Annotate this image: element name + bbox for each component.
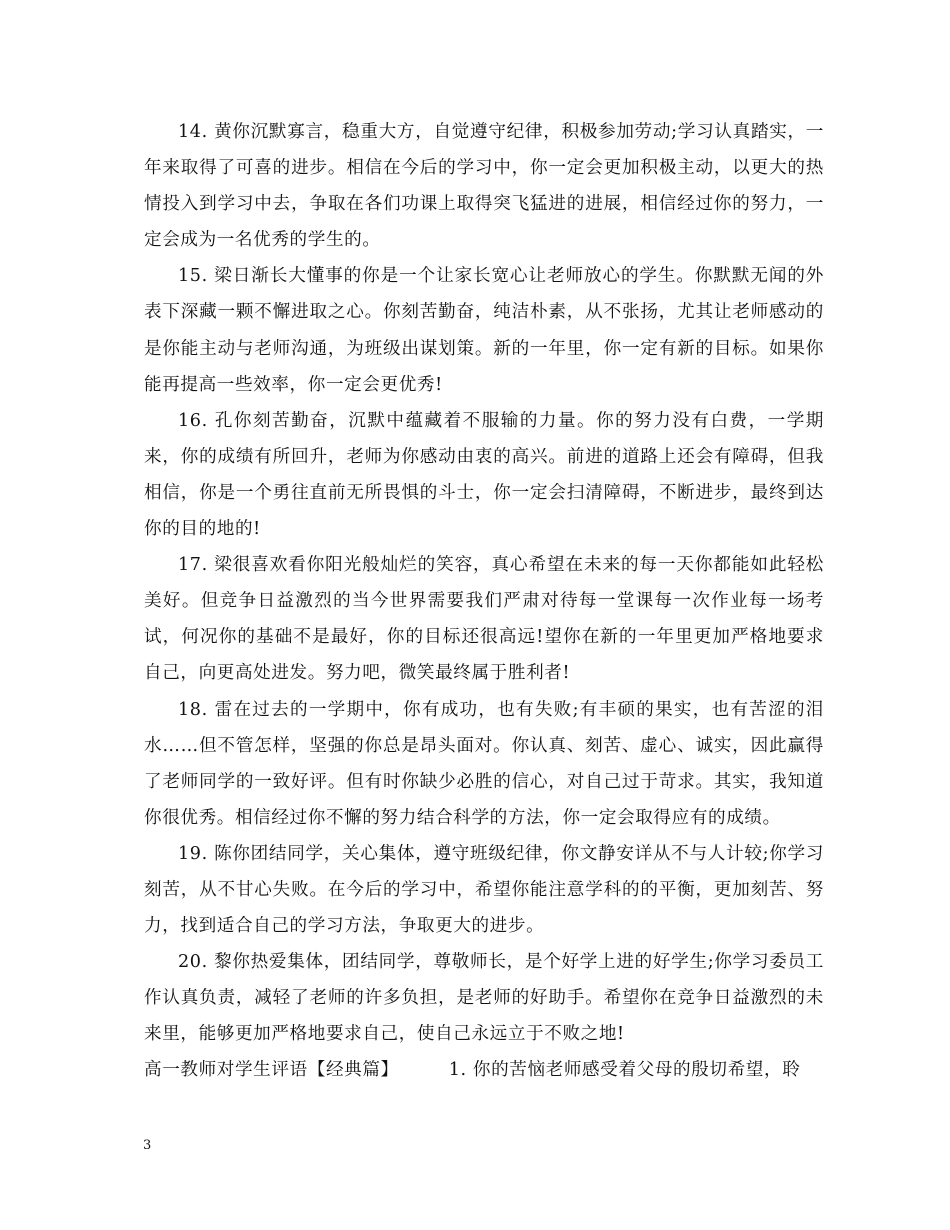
comment-paragraph-16: 16. 孔你刻苦勤奋，沉默中蕴藏着不服输的力量。你的努力没有白费，一学期来，你的成绩有所回升，老师为你感动由衷的高兴。前进的道路上还会有障碍，但我相信，你是一个勇往直前无所畏惧的斗士，你一定会扫清障碍，不断进步，最终到达你的目的地的! [144, 410, 824, 540]
section-heading: 高一教师对学生评语【经典篇】 [144, 1060, 399, 1081]
comment-paragraph-19: 19. 陈你团结同学，关心集体，遵守班级纪律，你文静安详从不与人计较;你学习刻苦，从不甘心失败。在今后的学习中，希望你能注意学科的的平衡，更加刻苦、努力，找到适合自己的学习方法，争取更大的进步。 [144, 843, 824, 937]
document-body [144, 114, 824, 1089]
page-number: 3 [143, 1138, 152, 1153]
comment-paragraph-18: 18. 雷在过去的一学期中，你有成功，也有失败;有丰硕的果实，也有苦涩的泪水……但不管怎样，坚强的你总是昂头面对。你认真、刻苦、虚心、诚实，因此赢得了老师同学的一致好评。但有时你缺少必胜的信心，对自己过于苛求。其实，我知道你很优秀。相信经过你不懈的努力结合科学的方法，你一定会取得应有的成绩。 [144, 699, 824, 828]
section-line [144, 1052, 824, 1088]
comment-paragraph-17: 17. 梁很喜欢看你阳光般灿烂的笑容，真心希望在未来的每一天你都能如此轻松美好。但竞争日益激烈的当今世界需要我们严肃对待每一堂课每一次作业每一场考试，何况你的基础不是最好，你的目标还很高远!望你在新的一年里更加严格地要求自己，向更高处进发。努力吧，微笑最终属于胜利者! [144, 555, 824, 684]
comment-paragraph-20: 20. 黎你热爱集体，团结同学，尊敬师长，是个好学上进的好学生;你学习委员工作认真负责，减轻了老师的许多负担，是老师的好助手。希望你在竞争日益激烈的未来里，能够更加严格地要求自己，使自己永远立于不败之地! [144, 952, 824, 1045]
section-first-line: 1. 你的苦恼老师感受着父母的殷切希望，聆 [448, 1060, 801, 1081]
comment-paragraph-15: 15. 梁日渐长大懂事的你是一个让家长宽心让老师放心的学生。你默默无闻的外表下深藏一颗不懈进取之心。你刻苦勤奋，纯洁朴素，从不张扬，尤其让老师感动的是你能主动与老师沟通，为班级出谋划策。新的一年里，你一定有新的目标。如果你能再提高一些效率，你一定会更优秀! [144, 266, 824, 395]
comment-paragraph-14: 14. 黄你沉默寡言，稳重大方，自觉遵守纪律，积极参加劳动;学习认真踏实，一年来取得了可喜的进步。相信在今后的学习中，你一定会更加积极主动，以更大的热情投入到学习中去，争取在各们功课上取得突飞猛进的进展，相信经过你的努力，一定会成为一名优秀的学生的。 [144, 122, 824, 251]
